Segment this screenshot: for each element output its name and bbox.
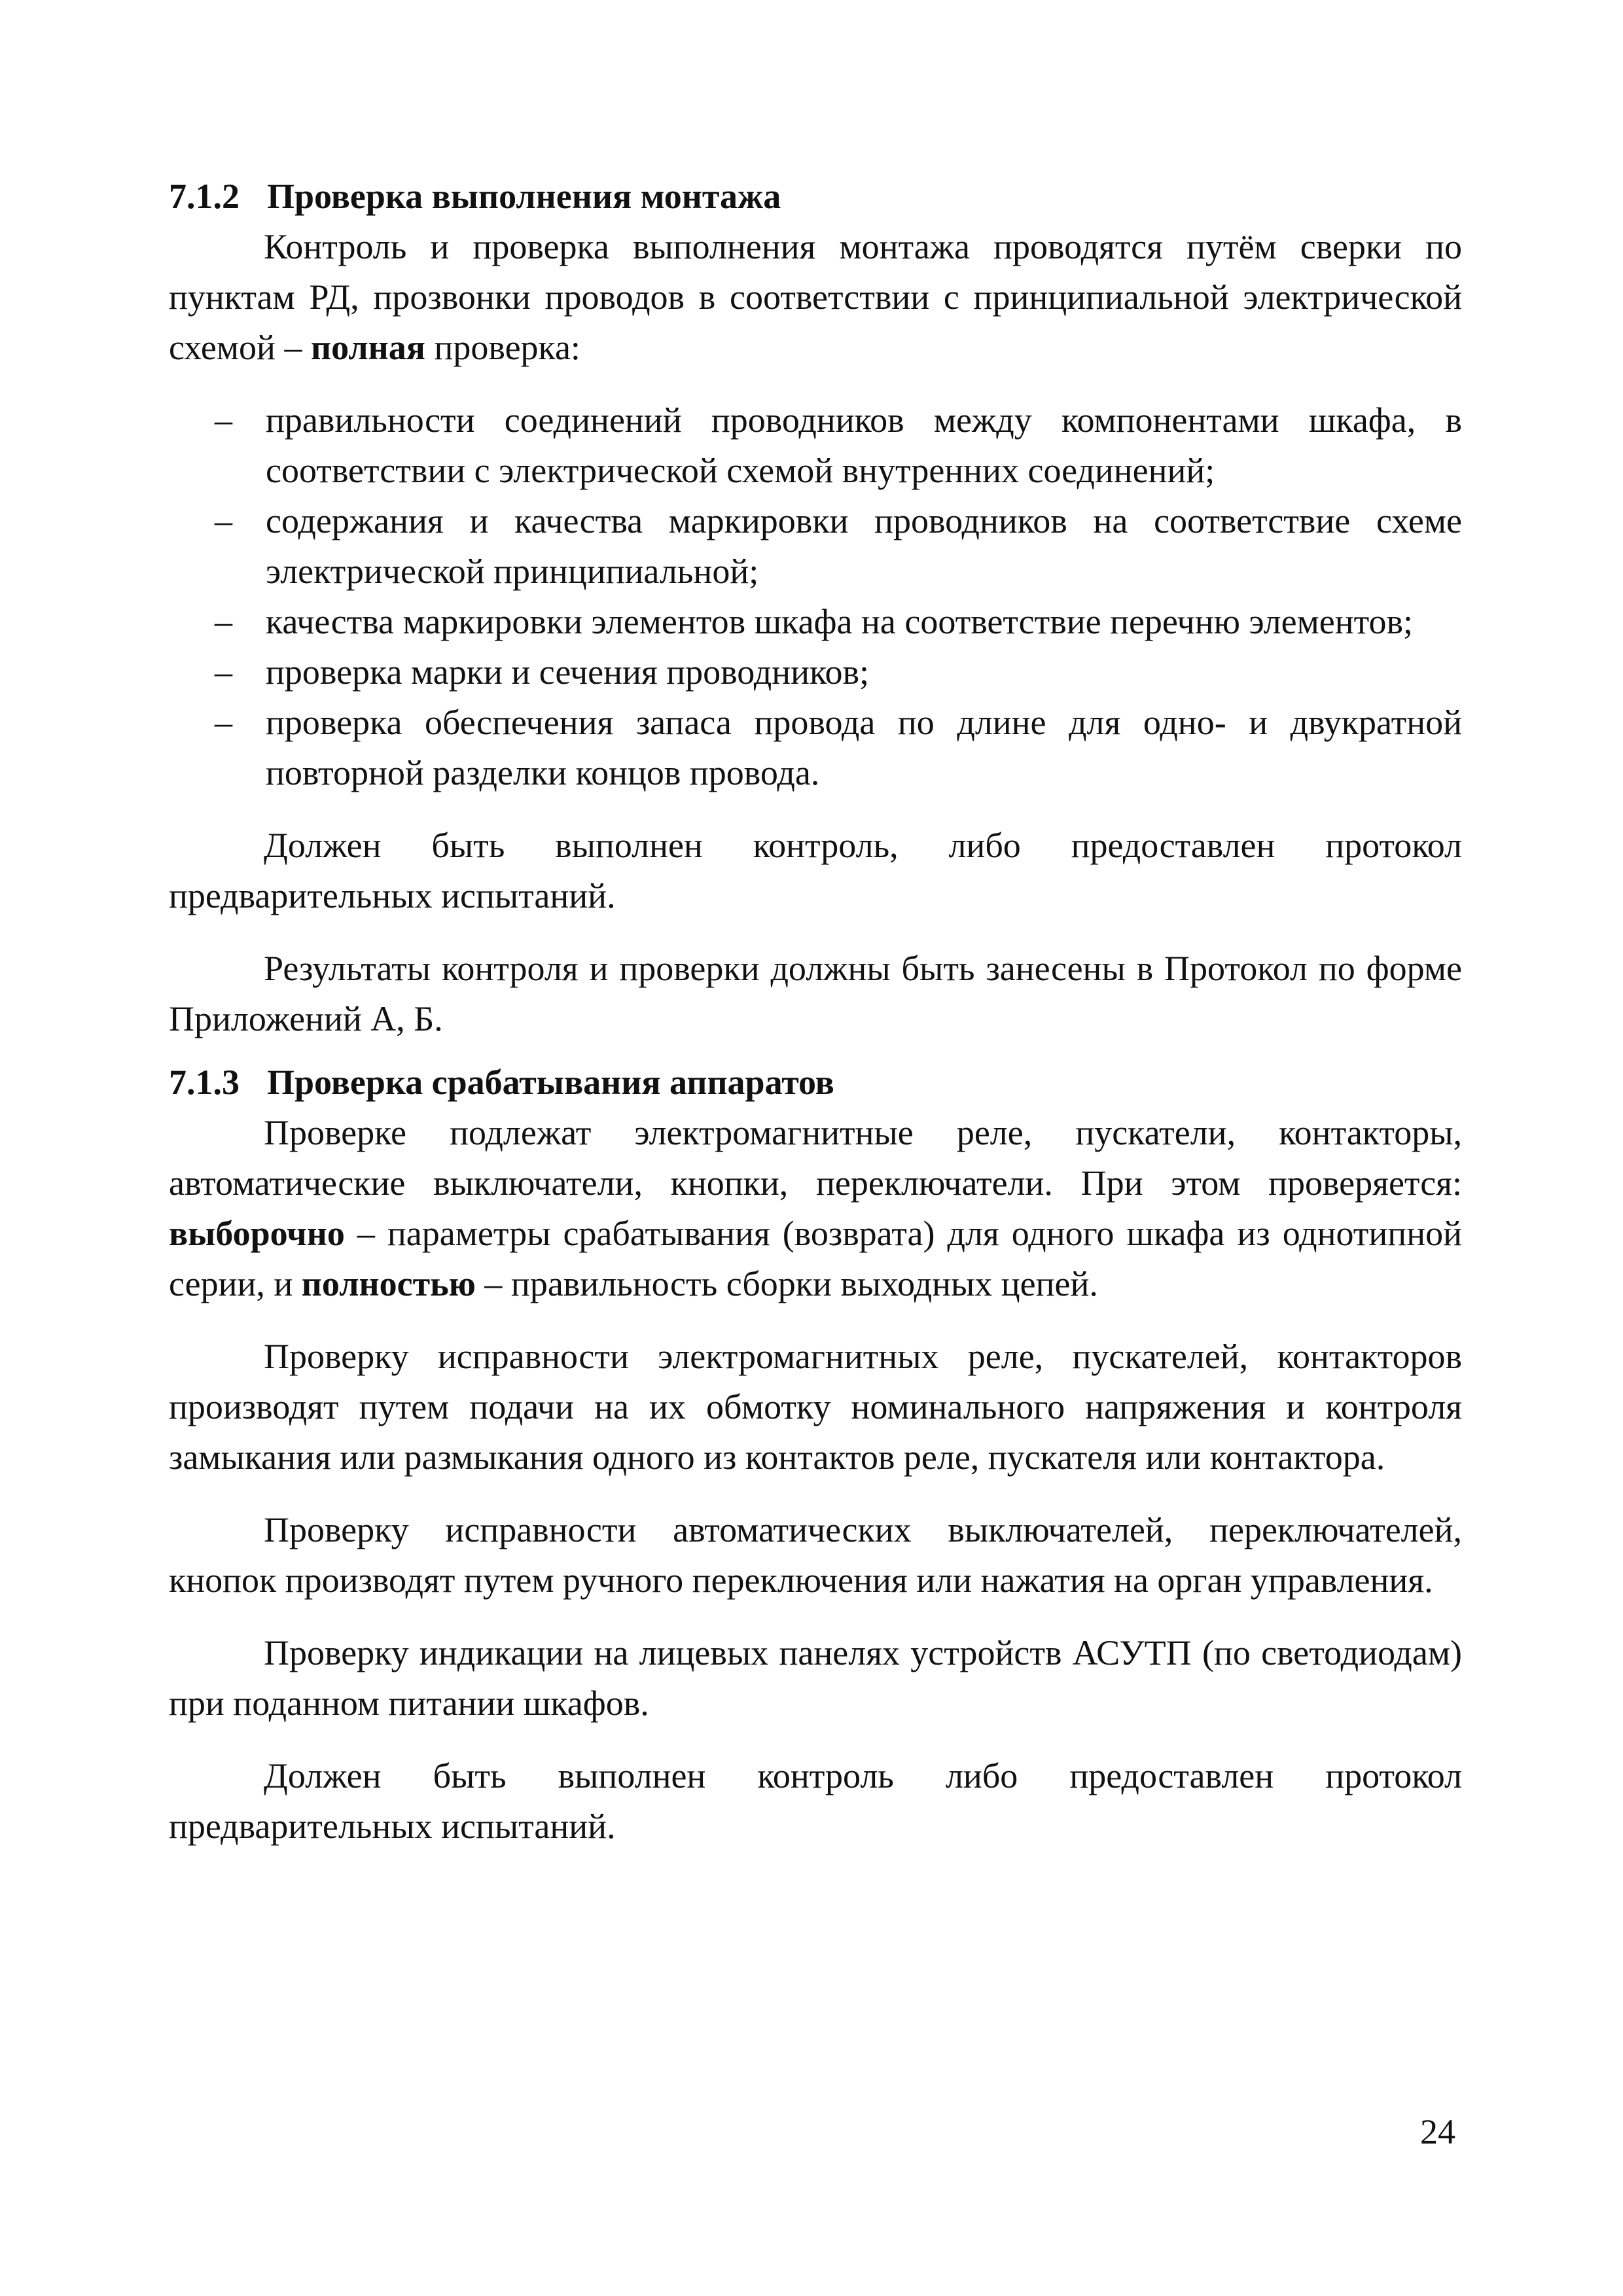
- list-item: [169, 496, 1462, 597]
- document-page: [169, 171, 1462, 1852]
- switches-paragraph: Проверку исправности автоматических выключателей, переключателей, кнопок производят путем ручного переключения или нажатия на орган управления.: [169, 1510, 1462, 1600]
- list-item: [169, 597, 1462, 647]
- section-title: Проверка выполнения монтажа: [267, 177, 781, 216]
- intro-text: Проверке подлежат электромагнитные реле, пускатели, контакторы, автоматические выключатели, кнопки, переключатели. При этом проверяется:: [169, 1113, 1462, 1203]
- list-item: [169, 698, 1462, 798]
- check-list: [169, 395, 1462, 798]
- list-item-text: правильности соединений проводников между компонентами шкафа, в соответствии с электрической схемой внутренних соединений;: [266, 400, 1462, 490]
- section-intro-paragraph: [169, 222, 1462, 373]
- dash-bullet: –: [215, 602, 232, 641]
- list-item-text: проверка марки и сечения проводников;: [266, 652, 869, 692]
- section-number: 7.1.3: [169, 1063, 240, 1102]
- section-intro-paragraph: [169, 1108, 1462, 1309]
- section-title: Проверка срабатывания аппаратов: [267, 1063, 834, 1102]
- intro-text: Контроль и проверка выполнения монтажа проводятся путём сверки по пунктам РД, прозвонки проводов в соответствии с принципиальной электрической схемой –: [169, 227, 1462, 367]
- control-paragraph: Должен быть выполнен контроль, либо предоставлен протокол предварительных испытаний.: [169, 826, 1462, 915]
- list-item-text: качества маркировки элементов шкафа на соответствие перечню элементов;: [266, 602, 1413, 641]
- page-number: 24: [1420, 2112, 1455, 2151]
- intro-text-end: – правильность сборки выходных цепей.: [475, 1264, 1098, 1303]
- dash-bullet: –: [215, 501, 232, 540]
- intro-text-end: проверка:: [425, 328, 580, 367]
- intro-bold-text: полностью: [301, 1264, 476, 1303]
- list-item: [169, 647, 1462, 698]
- intro-text-mid: – параметры срабатывания (возврата) для одного шкафа из однотипной серии, и: [169, 1214, 1462, 1303]
- intro-bold-text: выборочно: [169, 1214, 345, 1253]
- intro-bold-text: полная: [310, 328, 425, 367]
- list-item-text: содержания и качества маркировки проводников на соответствие схеме электрической принципиальной;: [266, 501, 1462, 591]
- relays-paragraph: Проверку исправности электромагнитных реле, пускателей, контакторов производят путем подачи на их обмотку номинального напряжения и контроля замыкания или размыкания одного из контактов реле, пускателя или контактора.: [169, 1337, 1462, 1477]
- results-paragraph: Результаты контроля и проверки должны быть занесены в Протокол по форме Приложений А, Б.: [169, 949, 1462, 1038]
- list-item: [169, 395, 1462, 496]
- control-paragraph: Должен быть выполнен контроль либо предоставлен протокол предварительных испытаний.: [169, 1756, 1462, 1846]
- dash-bullet: –: [215, 652, 232, 692]
- dash-bullet: –: [215, 400, 232, 440]
- list-item-text: проверка обеспечения запаса провода по длине для одно- и двукратной повторной разделки концов провода.: [266, 703, 1462, 792]
- section-number: 7.1.2: [169, 177, 240, 216]
- indication-paragraph: Проверку индикации на лицевых панелях устройств АСУТП (по светодиодам) при поданном питании шкафов.: [169, 1633, 1462, 1723]
- section-heading-7-1-2: [169, 171, 1462, 222]
- section-heading-7-1-3: [169, 1057, 1462, 1108]
- dash-bullet: –: [215, 703, 232, 742]
